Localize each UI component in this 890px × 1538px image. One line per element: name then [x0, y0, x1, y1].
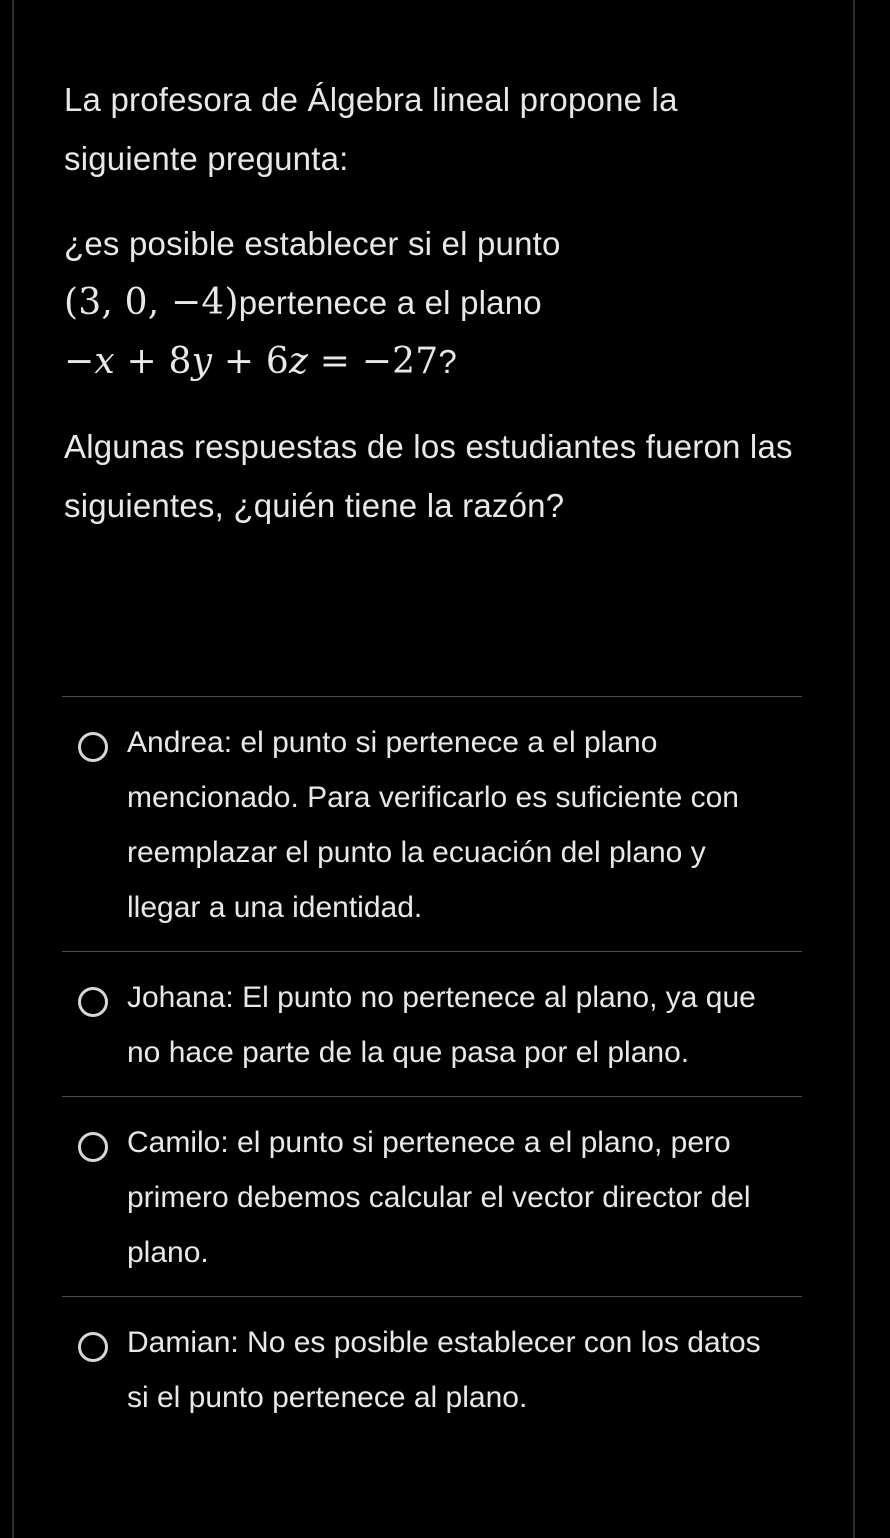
question-ask-middle: pertenece a el plano — [238, 284, 542, 321]
option-damian[interactable] — [62, 1297, 802, 1441]
option-johana[interactable] — [62, 952, 802, 1096]
point-coordinates: (3, 0, −4) — [64, 282, 239, 323]
eq-term-y-coef: + 8 — [114, 341, 192, 382]
option-andrea[interactable] — [62, 697, 802, 951]
option-damian-text: Damian: No es posible establecer con los datos si el punto pertenece al plano. — [127, 1326, 761, 1414]
option-camilo[interactable] — [62, 1097, 802, 1296]
option-johana-text: Johana: El punto no pertenece al plano, ya que no hace parte de la que pasa por el plano. — [127, 981, 756, 1069]
option-andrea-text: Andrea: el punto si pertenece a el plano mencionado. Para verificarlo es suficiente con reemplazar el punto la ecuación del plano y llegar a una identidad. — [127, 726, 739, 924]
answer-options — [62, 696, 802, 1441]
question-intro: La profesora de Álgebra lineal propone la siguiente pregunta: — [64, 81, 678, 177]
question-followup: Algunas respuestas de los estudiantes fueron las siguientes, ¿quién tiene la razón? — [64, 428, 793, 524]
radio-button-damian[interactable] — [78, 1332, 108, 1362]
right-border-line — [853, 0, 855, 1538]
radio-button-johana[interactable] — [78, 987, 108, 1017]
eq-var-y: y — [191, 341, 213, 382]
question-mark: ? — [438, 343, 457, 380]
eq-var-z: z — [288, 341, 309, 382]
option-camilo-text: Camilo: el punto si pertenece a el plano, pero primero debemos calcular el vector director del plano. — [127, 1126, 751, 1269]
question-block — [64, 70, 794, 535]
eq-minus: − — [64, 341, 95, 382]
plane-equation — [64, 341, 438, 382]
left-border-line — [12, 0, 14, 1538]
eq-var-x: x — [94, 341, 115, 382]
question-ask-prefix: ¿es posible establecer si el punto — [64, 225, 561, 262]
radio-button-camilo[interactable] — [78, 1132, 108, 1162]
question-statement — [64, 214, 794, 391]
eq-term-z-coef: + 6 — [212, 341, 289, 382]
eq-rhs: = −27 — [308, 341, 439, 382]
radio-button-andrea[interactable] — [78, 732, 108, 762]
